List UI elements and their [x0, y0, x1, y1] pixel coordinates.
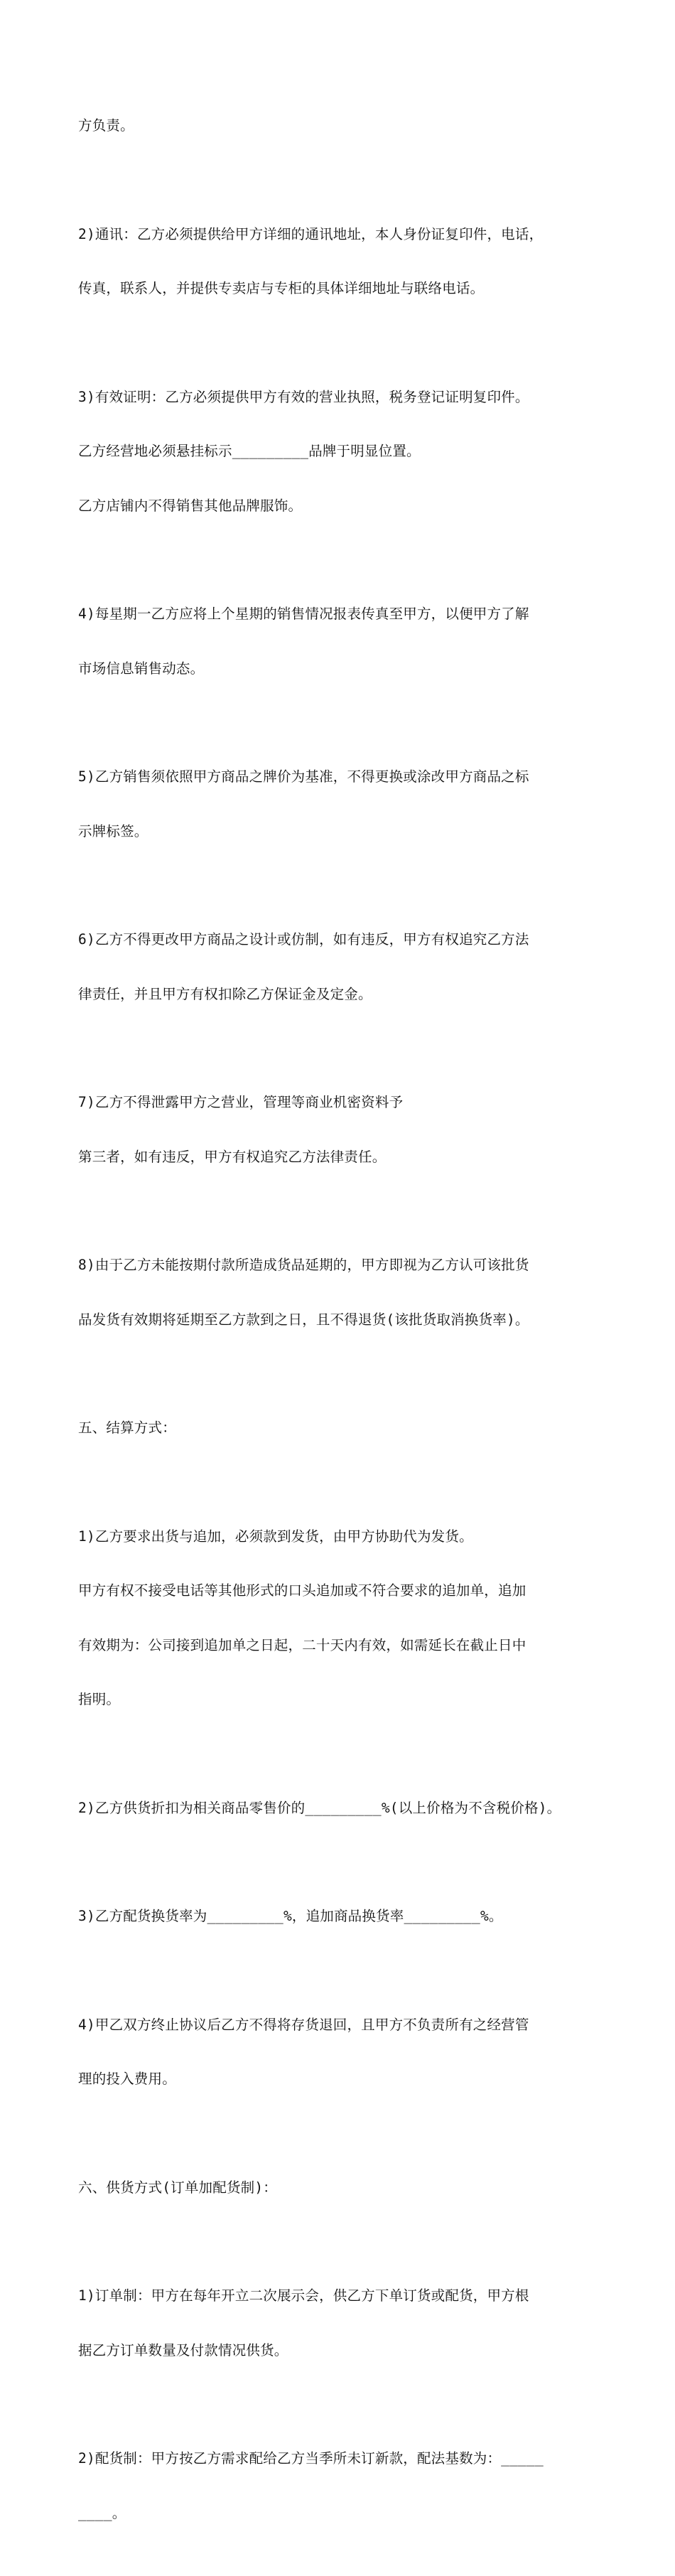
text-line: 1)订单制：甲方在每年开立二次展示会，供乙方下单订货或配货，甲方根 — [78, 2287, 529, 2304]
paragraph-price-tag — [78, 731, 604, 876]
paragraph-responsibility-end — [78, 80, 604, 171]
text-line: 3)有效证明：乙方必须提供甲方有效的营业执照，税务登记证明复印件。 — [78, 388, 529, 405]
text-line: 示牌标签。 — [78, 822, 148, 839]
paragraph-no-imitation — [78, 894, 604, 1039]
text-line: 甲方有权不接受电话等其他形式的口头追加或不符合要求的追加单，追加 — [78, 1582, 526, 1599]
text-line: 据乙方订单数量及付款情况供货。 — [78, 2341, 288, 2358]
text-line: 1)乙方要求出货与追加，必须款到发货，由甲方协助代为发货。 — [78, 1528, 473, 1545]
text-line: 律责任，并且甲方有权扣除乙方保证金及定金。 — [78, 985, 372, 1002]
text-line: 3)乙方配货换货率为_________%，追加商品换货率_________%。 — [78, 1908, 503, 1924]
paragraph-discount — [78, 1763, 604, 1854]
text-line: 2)乙方供货折扣为相关商品零售价的_________%(以上价格为不含税价格)。 — [78, 1799, 561, 1816]
text-line: 方负责。 — [78, 117, 134, 134]
text-line: 5)乙方销售须依照甲方商品之牌价为基准，不得更换或涂改甲方商品之标 — [78, 768, 529, 785]
text-line: 有效期为：公司接到追加单之日起，二十天内有效，如需延长在截止日中 — [78, 1636, 526, 1653]
text-line: 品发货有效期将延期至乙方款到之日，且不得退货(该批货取消换货率)。 — [78, 1311, 529, 1328]
text-line: 6)乙方不得更改甲方商品之设计或仿制，如有违反，甲方有权追究乙方法 — [78, 931, 529, 948]
text-line: 8)由于乙方未能按期付款所造成货品延期的，甲方即视为乙方认可该批货 — [78, 1257, 529, 1273]
section-heading: 六、供货方式(订单加配货制)： — [78, 2179, 277, 2196]
paragraph-late-payment — [78, 1220, 604, 1365]
paragraph-order-system — [78, 2250, 604, 2395]
paragraph-weekly-report — [78, 569, 604, 714]
text-line: 传真，联系人，并提供专卖店与专柜的具体详细地址与联络电话。 — [78, 280, 485, 296]
section-heading: 五、结算方式： — [78, 1420, 176, 1436]
text-line: 乙方经营地必须悬挂标示_________品牌于明显位置。 — [78, 443, 421, 459]
section-heading-supply — [78, 2142, 604, 2233]
text-line: 2)配货制：甲方按乙方需求配给乙方当季所未订新款，配法基数为：_____ — [78, 2450, 544, 2467]
paragraph-shipment-payment — [78, 1491, 604, 1745]
paragraph-communication — [78, 189, 604, 334]
paragraph-valid-certificate — [78, 352, 604, 552]
text-line: 市场信息销售动态。 — [78, 660, 205, 677]
text-line: 第三者，如有违反，甲方有权追究乙方法律责任。 — [78, 1148, 387, 1165]
paragraph-confidentiality — [78, 1057, 604, 1202]
document-body — [78, 80, 604, 2576]
text-line: 理的投入费用。 — [78, 2071, 176, 2087]
paragraph-exchange-rate — [78, 1871, 604, 1962]
paragraph-allocation-system — [78, 2413, 604, 2558]
text-line: 指明。 — [78, 1691, 121, 1707]
text-line: 7)乙方不得泄露甲方之营业，管理等商业机密资料予 — [78, 1094, 404, 1110]
text-line: 2)通讯：乙方必须提供给甲方详细的通讯地址，本人身份证复印件，电话， — [78, 225, 544, 242]
text-line: 乙方店铺内不得销售其他品牌服饰。 — [78, 497, 303, 514]
paragraph-termination — [78, 1980, 604, 2125]
section-heading-settlement — [78, 1383, 604, 1474]
text-line: 4)甲乙双方终止协议后乙方不得将存货退回，且甲方不负责所有之经营管 — [78, 2016, 529, 2033]
text-line: 4)每星期一乙方应将上个星期的销售情况报表传真至甲方，以便甲方了解 — [78, 606, 529, 622]
text-line: ____。 — [78, 2504, 126, 2521]
